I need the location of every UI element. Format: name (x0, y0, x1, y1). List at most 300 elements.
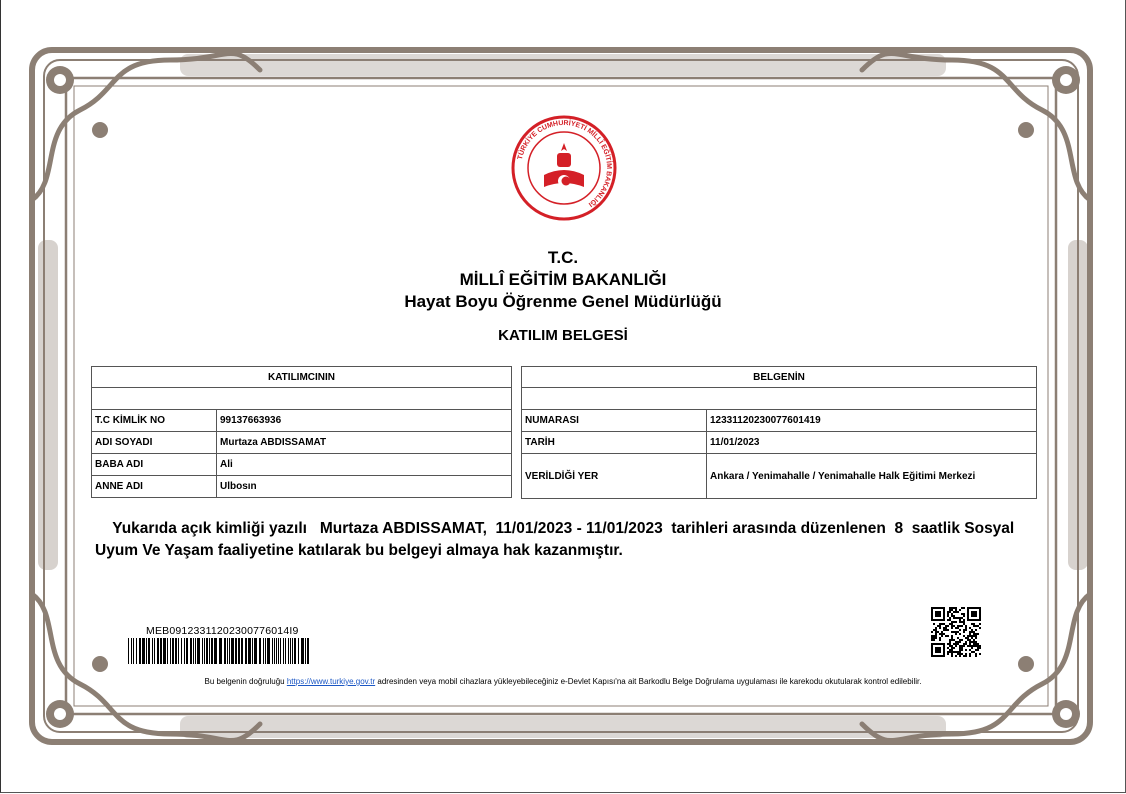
row-value: 12331120230077601419 (707, 410, 1037, 432)
qr-module (969, 631, 971, 633)
barcode-bar (254, 638, 257, 664)
qr-module (959, 639, 961, 641)
qr-module (957, 641, 959, 643)
qr-module (953, 611, 955, 613)
barcode-bar (167, 638, 168, 664)
qr-module (967, 645, 969, 647)
barcode-bar (278, 638, 279, 664)
barcode-bar (272, 638, 273, 664)
qr-module (959, 609, 961, 611)
qr-module (959, 641, 961, 643)
qr-module (975, 653, 977, 655)
participant-heading: KATILIMCININ (92, 367, 512, 388)
qr-module (949, 643, 951, 645)
verification-link[interactable]: https://www.turkiye.gov.tr (286, 677, 376, 686)
qr-module (951, 623, 953, 625)
qr-module (971, 651, 973, 653)
qr-module (959, 619, 961, 621)
barcode-bar (248, 638, 251, 664)
row-value: Ankara / Yenimahalle / Yenimahalle Halk Eğitimi Merkezi (707, 454, 1037, 499)
qr-module (969, 643, 971, 645)
qr-module (955, 631, 957, 633)
qr-module (961, 645, 963, 647)
qr-module (963, 613, 965, 615)
qr-module (965, 653, 967, 655)
qr-finder (935, 611, 941, 617)
barcode-bar (142, 638, 145, 664)
barcode-bar (245, 638, 247, 664)
qr-module (945, 627, 947, 629)
barcode-bar (202, 638, 203, 664)
qr-module (955, 643, 957, 645)
row-label: BABA ADI (92, 454, 217, 476)
qr-module (949, 617, 951, 619)
barcode-bar (170, 638, 171, 664)
qr-module (977, 625, 979, 627)
qr-module (935, 629, 937, 631)
qr-module (957, 651, 959, 653)
qr-module (953, 647, 955, 649)
qr-module (957, 643, 959, 645)
qr-module (951, 635, 953, 637)
barcode-bar (290, 638, 291, 664)
qr-module (979, 623, 981, 625)
qr-module (949, 641, 951, 643)
qr-module (973, 645, 975, 647)
qr-module (963, 629, 965, 631)
row-label: VERİLDİĞİ YER (522, 454, 707, 499)
qr-module (955, 633, 957, 635)
country-heading: T.C. (547, 248, 579, 267)
barcode-bar (235, 638, 237, 664)
qr-module (979, 653, 981, 655)
barcode-bar (252, 638, 253, 664)
qr-module (969, 655, 971, 657)
qr-module (961, 653, 963, 655)
qr-module (975, 643, 977, 645)
qr-module (979, 627, 981, 629)
qr-module (955, 645, 957, 647)
qr-module (943, 633, 945, 635)
barcode-bar (227, 638, 228, 664)
qr-module (979, 645, 981, 647)
qr-module (967, 635, 969, 637)
qr-module (947, 611, 949, 613)
barcode-bar (148, 638, 150, 664)
qr-module (975, 637, 977, 639)
qr-module (965, 649, 967, 651)
barcode-bar (229, 638, 230, 664)
row-value: 11/01/2023 (707, 432, 1037, 454)
table-row (92, 432, 512, 454)
qr-module (947, 613, 949, 615)
ministry-heading: MİLLÎ EĞİTİM BAKANLIĞI (459, 270, 667, 289)
barcode-bar (214, 638, 217, 664)
barcode-bar (163, 638, 166, 664)
qr-module (947, 647, 949, 649)
qr-module (963, 655, 965, 657)
qr-module (931, 631, 933, 633)
qr-module (951, 653, 953, 655)
qr-module (951, 651, 953, 653)
qr-module (939, 639, 941, 641)
barcode-bar (133, 638, 134, 664)
qr-module (951, 615, 953, 617)
qr-module (949, 623, 951, 625)
qr-module (933, 637, 935, 639)
qr-code (931, 607, 981, 657)
qr-module (961, 607, 963, 609)
barcode-bar (241, 638, 243, 664)
barcode-bar (231, 638, 234, 664)
qr-module (953, 651, 955, 653)
document-title: KATILIM BELGESİ (498, 327, 628, 344)
row-label: NUMARASI (522, 410, 707, 432)
qr-module (953, 643, 955, 645)
barcode-bar (184, 638, 185, 664)
qr-module (935, 637, 937, 639)
barcode-bar (181, 638, 182, 664)
qr-module (967, 637, 969, 639)
qr-module (935, 635, 937, 637)
seal-text: TÜRKİYE CUMHURİYETİ MİLLÎ EĞİTİM BAKANLIĞI (516, 119, 613, 208)
qr-module (965, 629, 967, 631)
qr-module (971, 631, 973, 633)
qr-module (947, 643, 949, 645)
qr-module (939, 637, 941, 639)
qr-module (949, 609, 951, 611)
qr-module (959, 629, 961, 631)
barcode-bar (160, 638, 162, 664)
qr-module (949, 651, 951, 653)
table-row (522, 432, 1037, 454)
qr-module (965, 627, 967, 629)
qr-module (961, 647, 963, 649)
qr-module (977, 643, 979, 645)
qr-module (939, 625, 941, 627)
qr-module (941, 623, 943, 625)
qr-module (945, 625, 947, 627)
qr-module (951, 627, 953, 629)
table-row (92, 410, 512, 432)
qr-module (931, 639, 933, 641)
certificate-table (521, 366, 1037, 499)
qr-module (943, 627, 945, 629)
barcode-bar (157, 638, 159, 664)
qr-module (969, 639, 971, 641)
qr-module (933, 635, 935, 637)
qr-module (937, 625, 939, 627)
qr-module (957, 625, 959, 627)
qr-module (955, 655, 957, 657)
qr-module (977, 647, 979, 649)
qr-module (973, 641, 975, 643)
barcode-bar (197, 638, 200, 664)
barcode-bar (274, 638, 275, 664)
row-label: ANNE ADI (92, 476, 217, 498)
barcode-bar (190, 638, 192, 664)
qr-module (963, 635, 965, 637)
barcode-bar (294, 638, 296, 664)
qr-module (963, 621, 965, 623)
qr-module (955, 651, 957, 653)
qr-module (949, 611, 951, 613)
barcode-bar (136, 638, 137, 664)
qr-module (955, 641, 957, 643)
qr-module (963, 623, 965, 625)
barcode-bar (285, 638, 286, 664)
qr-module (933, 623, 935, 625)
qr-module (975, 641, 977, 643)
qr-module (935, 627, 937, 629)
barcode-bar (305, 638, 306, 664)
qr-module (959, 625, 961, 627)
qr-module (939, 627, 941, 629)
qr-finder (971, 611, 977, 617)
barcode (128, 638, 310, 664)
table-row (522, 454, 1037, 499)
qr-module (963, 643, 965, 645)
qr-module (959, 621, 961, 623)
barcode-bar (267, 638, 270, 664)
qr-module (959, 651, 961, 653)
qr-module (969, 649, 971, 651)
barcode-bar (139, 638, 141, 664)
qr-module (969, 627, 971, 629)
qr-module (961, 625, 963, 627)
qr-module (961, 617, 963, 619)
qr-finder (935, 647, 941, 653)
qr-module (949, 649, 951, 651)
verification-note (0, 677, 1126, 686)
qr-module (933, 629, 935, 631)
barcode-bar (263, 638, 264, 664)
qr-module (951, 645, 953, 647)
qr-module (953, 617, 955, 619)
qr-module (971, 647, 973, 649)
qr-module (951, 649, 953, 651)
barcode-bar (172, 638, 174, 664)
barcode-bar (298, 638, 299, 664)
qr-module (957, 653, 959, 655)
qr-module (963, 607, 965, 609)
qr-module (971, 629, 973, 631)
qr-module (947, 635, 949, 637)
barcode-bar (193, 638, 194, 664)
qr-module (943, 623, 945, 625)
qr-module (955, 617, 957, 619)
qr-module (955, 627, 957, 629)
qr-module (931, 637, 933, 639)
qr-module (941, 633, 943, 635)
qr-module (949, 619, 951, 621)
qr-module (959, 645, 961, 647)
qr-module (977, 649, 979, 651)
qr-module (975, 625, 977, 627)
barcode-bar (219, 638, 222, 664)
row-value: Murtaza ABDISSAMAT (217, 432, 512, 454)
barcode-bar (131, 638, 132, 664)
qr-module (973, 639, 975, 641)
qr-module (957, 611, 959, 613)
barcode-bar (146, 638, 147, 664)
qr-module (933, 639, 935, 641)
qr-module (939, 633, 941, 635)
qr-module (973, 633, 975, 635)
qr-module (959, 617, 961, 619)
row-label: T.C KİMLİK NO (92, 410, 217, 432)
qr-module (973, 623, 975, 625)
qr-module (951, 609, 953, 611)
qr-module (963, 619, 965, 621)
qr-module (977, 645, 979, 647)
footer-text-before: Bu belgenin doğruluğu (204, 677, 287, 686)
barcode-bar (301, 638, 304, 664)
qr-module (957, 617, 959, 619)
qr-module (951, 607, 953, 609)
qr-module (955, 607, 957, 609)
qr-module (957, 637, 959, 639)
qr-module (973, 625, 975, 627)
qr-module (969, 641, 971, 643)
qr-module (949, 639, 951, 641)
qr-module (953, 625, 955, 627)
qr-module (969, 635, 971, 637)
qr-module (973, 631, 975, 633)
qr-module (947, 619, 949, 621)
qr-module (955, 609, 957, 611)
barcode-bar (154, 638, 155, 664)
qr-module (951, 621, 953, 623)
qr-module (957, 627, 959, 629)
qr-module (965, 637, 967, 639)
barcode-bar (211, 638, 213, 664)
qr-module (977, 633, 979, 635)
qr-module (975, 645, 977, 647)
qr-module (951, 631, 953, 633)
qr-module (963, 615, 965, 617)
barcode-bar (259, 638, 261, 664)
qr-module (965, 655, 967, 657)
qr-module (943, 629, 945, 631)
qr-module (951, 647, 953, 649)
barcode-bar (238, 638, 240, 664)
qr-module (965, 643, 967, 645)
certificate-statement: Yukarıda açık kimliği yazılı Murtaza ABDISSAMAT, 11/01/2023 - 11/01/2023 tarihleri arasında düzenlenen 8 saatlik Sosyal Uyum Ve Yaşam faaliyetine katılarak bu belgeyi almaya hak kazanmıştır. (95, 520, 1019, 559)
qr-module (941, 635, 943, 637)
barcode-bar (283, 638, 284, 664)
row-value: 99137663936 (217, 410, 512, 432)
qr-module (969, 653, 971, 655)
qr-module (951, 655, 953, 657)
qr-module (931, 635, 933, 637)
participant-table (91, 366, 512, 498)
qr-module (965, 641, 967, 643)
barcode-bar (288, 638, 289, 664)
barcode-bar (175, 638, 177, 664)
row-value: Ulbosın (217, 476, 512, 498)
qr-module (955, 611, 957, 613)
directorate-heading: Hayat Boyu Öğrenme Genel Müdürlüğü (404, 292, 722, 311)
qr-module (947, 615, 949, 617)
ministry-seal (511, 115, 617, 221)
qr-module (959, 653, 961, 655)
qr-module (935, 633, 937, 635)
qr-module (951, 639, 953, 641)
qr-module (961, 639, 963, 641)
qr-module (957, 631, 959, 633)
qr-module (979, 647, 981, 649)
qr-module (949, 645, 951, 647)
qr-module (951, 613, 953, 615)
qr-module (941, 631, 943, 633)
qr-module (975, 633, 977, 635)
qr-module (959, 655, 961, 657)
qr-module (945, 635, 947, 637)
row-label: TARİH (522, 432, 707, 454)
qr-module (971, 641, 973, 643)
qr-module (953, 639, 955, 641)
qr-module (971, 645, 973, 647)
barcode-bar (204, 638, 205, 664)
barcode-bar (307, 638, 309, 664)
table-row (92, 476, 512, 498)
qr-module (963, 645, 965, 647)
qr-module (939, 623, 941, 625)
barcode-bar (224, 638, 226, 664)
row-value: Ali (217, 454, 512, 476)
qr-module (947, 651, 949, 653)
qr-module (953, 615, 955, 617)
table-row (522, 410, 1037, 432)
qr-module (955, 621, 957, 623)
qr-module (975, 649, 977, 651)
qr-module (947, 653, 949, 655)
qr-module (951, 637, 953, 639)
qr-module (953, 631, 955, 633)
barcode-bar (206, 638, 208, 664)
qr-module (945, 629, 947, 631)
qr-module (975, 655, 977, 657)
qr-module (953, 621, 955, 623)
qr-module (959, 649, 961, 651)
table-row (92, 454, 512, 476)
qr-module (973, 635, 975, 637)
qr-module (951, 625, 953, 627)
qr-module (969, 645, 971, 647)
qr-module (963, 631, 965, 633)
qr-module (947, 629, 949, 631)
barcode-number: MEB09123311202300776014I9 (146, 625, 299, 637)
qr-module (947, 625, 949, 627)
qr-module (969, 633, 971, 635)
qr-module (975, 629, 977, 631)
barcode-bar (178, 638, 179, 664)
qr-module (959, 633, 961, 635)
barcode-bar (152, 638, 153, 664)
qr-module (953, 607, 955, 609)
barcode-bar (280, 638, 281, 664)
qr-module (967, 639, 969, 641)
qr-module (959, 647, 961, 649)
qr-module (935, 631, 937, 633)
footer-text-after: adresinden veya mobil cihazlara yükleyebileceğiniz e-Devlet Kapısı'na ait Barkodlu Belge Doğrulama uygulaması ile karekodu okutularak kontrol edilebilir. (375, 677, 922, 686)
barcode-bar (186, 638, 188, 664)
qr-module (949, 607, 951, 609)
row-label: ADI SOYADI (92, 432, 217, 454)
qr-module (937, 631, 939, 633)
qr-module (961, 649, 963, 651)
